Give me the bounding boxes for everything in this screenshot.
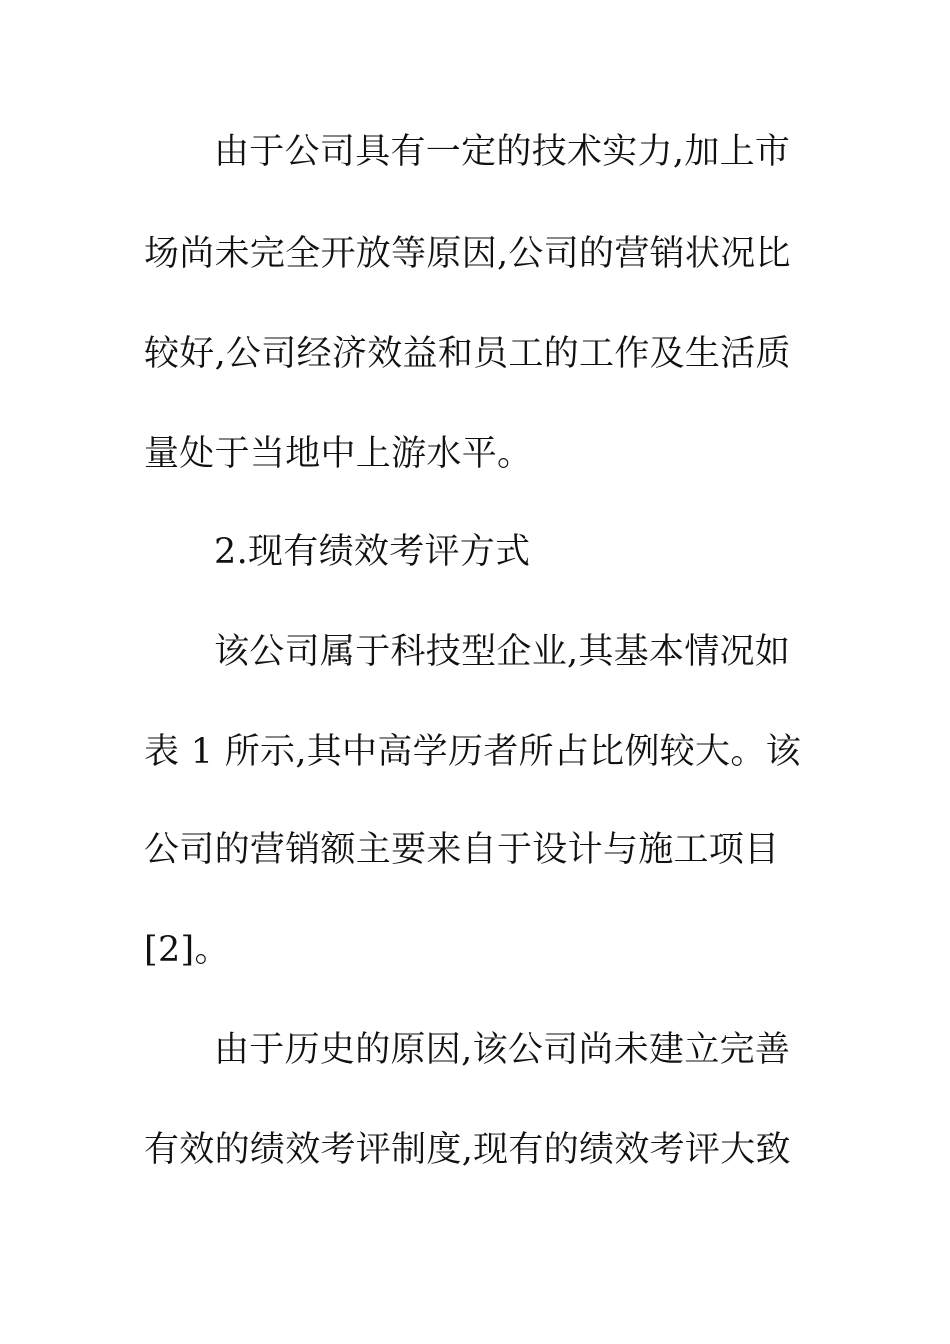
paragraph-2-line-2: 表 1 所示,其中高学历者所占比例较大。该 xyxy=(144,732,801,772)
paragraph-3-line-2: 有效的绩效考评制度,现有的绩效考评大致 xyxy=(144,1130,791,1170)
section-heading: 2.现有绩效考评方式 xyxy=(214,532,531,572)
paragraph-1-line-4: 量处于当地中上游水平。 xyxy=(144,434,533,474)
paragraph-1-line-2: 场尚未完全开放等原因,公司的营销状况比 xyxy=(144,234,791,274)
paragraph-1-line-1: 由于公司具有一定的技术实力,加上市 xyxy=(214,132,791,172)
paragraph-1-line-3: 较好,公司经济效益和员工的工作及生活质 xyxy=(144,334,791,374)
paragraph-2-line-4: [2]。 xyxy=(144,930,230,970)
paragraph-3-line-1: 由于历史的原因,该公司尚未建立完善 xyxy=(214,1030,791,1070)
paragraph-2-line-3: 公司的营销额主要来自于设计与施工项目 xyxy=(144,830,780,870)
paragraph-2-line-1: 该公司属于科技型企业,其基本情况如 xyxy=(214,632,791,672)
